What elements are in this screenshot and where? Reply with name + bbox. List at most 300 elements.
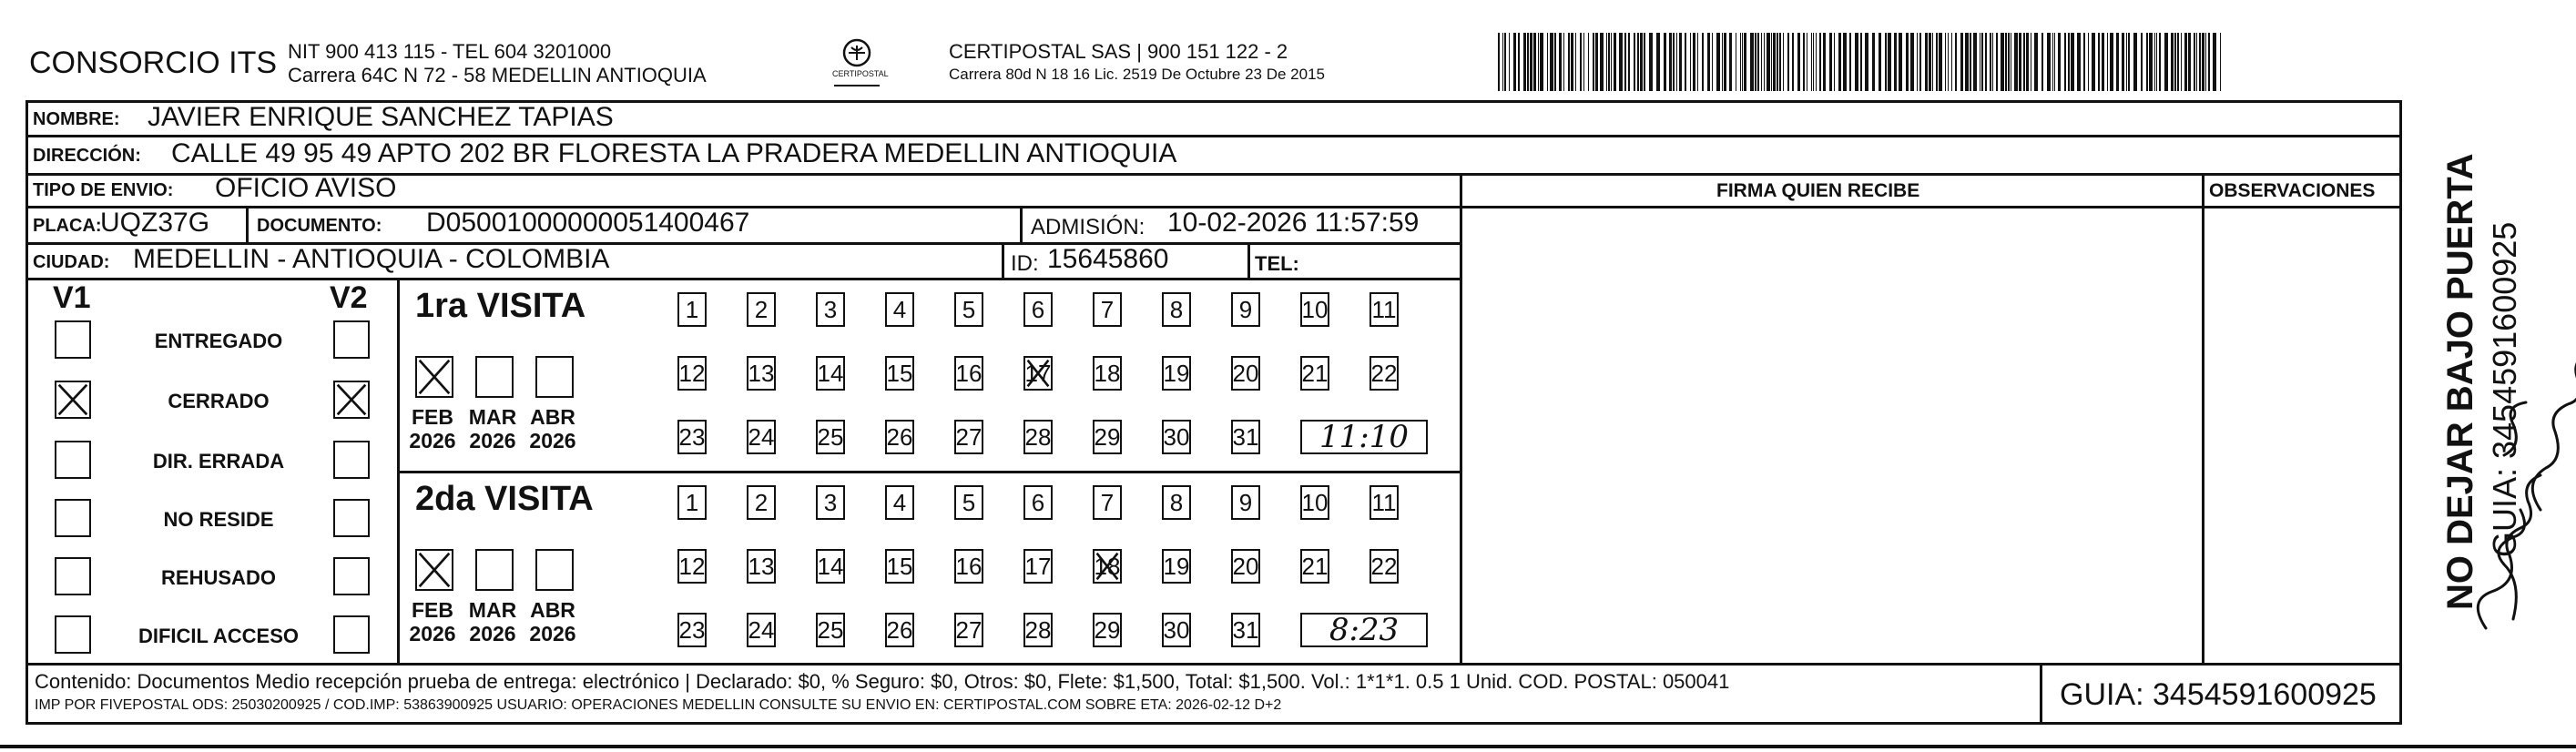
day-number: 3	[823, 295, 838, 323]
barcode-bar	[1600, 33, 1604, 91]
barcode-bar	[1634, 33, 1635, 91]
day-box[interactable]	[954, 485, 983, 520]
month-checkbox[interactable]	[415, 549, 453, 591]
admision-value: 10-02-2026 11:57:59	[1167, 208, 1420, 238]
day-box[interactable]	[885, 549, 914, 584]
barcode-bar	[2159, 33, 2161, 91]
day-number: 8	[1169, 488, 1184, 516]
v1-checkbox[interactable]	[55, 557, 91, 595]
day-number: 1	[685, 295, 699, 323]
day-number: 21	[1301, 552, 1329, 580]
barcode-bar	[1649, 33, 1653, 91]
day-box[interactable]	[954, 549, 983, 584]
barcode-bar	[1981, 33, 1983, 91]
barcode-bar	[1764, 33, 1765, 91]
barcode-bar	[1811, 33, 1812, 91]
barcode-bar	[1860, 33, 1862, 91]
company-name: CONSORCIO ITS	[29, 46, 278, 80]
barcode-bar	[1843, 33, 1847, 91]
day-number: 12	[678, 552, 706, 580]
day-number: 13	[748, 552, 775, 580]
day-number: 11	[1371, 295, 1397, 323]
barcode-bar	[1530, 33, 1532, 91]
footer-line1: Contenido: Documentos Medio recepción prueba de entrega: electrónico | Declarado: $0, % Seguro: $0, Otros: $0, Flete: $1,500, Total: $1,500. Vol.: 1*1*1. 0.5 1 Unid. COD. POSTAL: 050041	[35, 670, 1730, 693]
barcode-bar	[2068, 33, 2070, 91]
barcode-bar	[2041, 33, 2043, 91]
barcode-bar	[1527, 33, 1529, 91]
v2-checkbox[interactable]	[333, 499, 370, 537]
day-box[interactable]	[1300, 549, 1329, 584]
barcode-bar	[1750, 33, 1754, 91]
barcode-bar	[1951, 33, 1952, 91]
divider	[25, 135, 2402, 137]
barcode-bar	[1606, 33, 1607, 91]
day-box[interactable]	[1369, 292, 1399, 327]
day-number: 2	[754, 295, 769, 323]
day-box[interactable]	[1369, 485, 1399, 520]
visit-title: 1ra VISITA	[415, 287, 586, 325]
v1-checkbox[interactable]	[55, 499, 91, 537]
firma-label: FIRMA QUIEN RECIBE	[1716, 180, 1920, 201]
x-mark	[56, 382, 89, 417]
barcode-bar	[1865, 33, 1868, 91]
month-year: 2026	[469, 429, 516, 452]
barcode-bar	[1872, 33, 1875, 91]
day-number: 21	[1301, 359, 1329, 387]
barcode-bar	[1664, 33, 1666, 91]
day-box[interactable]	[1231, 613, 1260, 647]
barcode-bar	[1593, 33, 1594, 91]
barcode-bar	[1619, 33, 1623, 91]
certipostal-logo	[825, 33, 889, 93]
barcode-bar	[1855, 33, 1858, 91]
day-number: 22	[1370, 359, 1398, 387]
barcode-bar	[2107, 33, 2108, 91]
barcode-bar	[1885, 33, 1887, 91]
time-box[interactable]	[1300, 613, 1428, 647]
day-number: 5	[962, 295, 976, 323]
barcode-bar	[1925, 33, 1928, 91]
day-number: 23	[678, 615, 706, 644]
day-box[interactable]	[954, 356, 983, 391]
certipostal-line2: Carrera 80d N 18 16 Lic. 2519 De Octubre 23 De 2015	[949, 66, 1325, 83]
barcode-bar	[1707, 33, 1710, 91]
day-number: 2	[754, 488, 769, 516]
barcode-bar	[2164, 33, 2168, 91]
barcode-bar	[1729, 33, 1732, 91]
day-number: 25	[817, 615, 844, 644]
barcode-bar	[1990, 33, 1991, 91]
barcode-bar	[1761, 33, 1762, 91]
day-box[interactable]	[677, 420, 707, 454]
barcode-bar	[1742, 33, 1743, 91]
day-box[interactable]	[816, 613, 845, 647]
day-box[interactable]	[816, 549, 845, 584]
status-label: ENTREGADO	[154, 330, 283, 352]
barcode-bar	[1919, 33, 1921, 91]
barcode-bar	[1533, 33, 1536, 91]
day-number: 19	[1163, 359, 1190, 387]
day-box[interactable]	[1093, 420, 1122, 454]
certipostal-line1: CERTIPOSTAL SAS | 900 151 122 - 2	[949, 40, 1288, 63]
day-number: 15	[886, 552, 913, 580]
barcode-bar	[1628, 33, 1630, 91]
x-mark	[1095, 551, 1120, 582]
day-box[interactable]	[747, 485, 776, 520]
day-number: 20	[1232, 552, 1259, 580]
barcode-bar	[2008, 33, 2010, 91]
barcode-bar	[1823, 33, 1826, 91]
divider	[1460, 173, 1462, 663]
month-year: 2026	[529, 622, 576, 645]
barcode-bar	[1693, 33, 1695, 91]
day-number: 27	[955, 422, 983, 451]
barcode-bar	[1624, 33, 1626, 91]
v2-checkbox[interactable]	[333, 441, 370, 479]
barcode-bar	[1849, 33, 1851, 91]
barcode-bar	[1996, 33, 1998, 91]
day-number: 16	[955, 359, 983, 387]
day-number: 29	[1094, 615, 1121, 644]
x-mark	[417, 358, 452, 396]
barcode-bar	[2102, 33, 2104, 91]
barcode-bar	[2054, 33, 2055, 91]
day-box[interactable]	[1231, 420, 1260, 454]
day-number: 12	[678, 359, 706, 387]
day-box[interactable]	[1162, 292, 1191, 327]
footer-line2: IMP POR FIVEPOSTAL ODS: 25030200925 / COD.IMP: 53863900925 USUARIO: OPERACIONES MEDELLIN CONSULTE SU ENVIO EN: CERTIPOSTAL.COM SOBRE ETA: 2026-02-12 D+2	[35, 697, 1282, 713]
day-box[interactable]	[816, 292, 845, 327]
barcode-bar	[2171, 33, 2174, 91]
day-box[interactable]	[954, 613, 983, 647]
barcode-bar	[1502, 33, 1503, 91]
day-box[interactable]	[1369, 549, 1399, 584]
day-box[interactable]	[885, 613, 914, 647]
side-guia: GUIA: 3454591600925	[2486, 221, 2523, 557]
day-box[interactable]	[747, 356, 776, 391]
divider	[25, 663, 2402, 666]
day-number: 28	[1024, 422, 1052, 451]
status-label: REHUSADO	[161, 566, 276, 589]
month-checkbox[interactable]	[475, 549, 514, 591]
barcode-bar	[1716, 33, 1720, 91]
day-box[interactable]	[954, 420, 983, 454]
day-box[interactable]	[816, 420, 845, 454]
barcode-bar	[1879, 33, 1881, 91]
admision-label: ADMISIÓN:	[1031, 215, 1145, 239]
day-box[interactable]	[677, 485, 707, 520]
barcode-bar	[1917, 33, 1918, 91]
day-number: 6	[1031, 295, 1045, 323]
barcode-bar	[1611, 33, 1612, 91]
barcode-bar	[1819, 33, 1821, 91]
day-box[interactable]	[1093, 485, 1122, 520]
barcode-bar	[1509, 33, 1510, 91]
barcode-bar	[1504, 33, 1506, 91]
direccion-label: DIRECCIÓN:	[33, 146, 141, 166]
day-box[interactable]	[1300, 292, 1329, 327]
day-number: 24	[748, 422, 775, 451]
ciudad-label: CIUDAD:	[33, 252, 110, 272]
v1-label: V1	[53, 280, 91, 315]
day-box[interactable]	[1023, 292, 1053, 327]
barcode-bar	[1702, 33, 1704, 91]
month-name: ABR	[530, 598, 575, 622]
barcode-bar	[2052, 33, 2053, 91]
day-box[interactable]	[885, 485, 914, 520]
barcode-bar	[2149, 33, 2153, 91]
day-box[interactable]	[1093, 292, 1122, 327]
day-box[interactable]	[677, 292, 707, 327]
day-box[interactable]	[1300, 485, 1329, 520]
day-box[interactable]	[1162, 485, 1191, 520]
barcode-bar	[1955, 33, 1957, 91]
day-box[interactable]	[1231, 292, 1260, 327]
day-box[interactable]	[1093, 613, 1122, 647]
day-box[interactable]	[954, 292, 983, 327]
barcode-bar	[2199, 33, 2201, 91]
barcode-bar	[1656, 33, 1660, 91]
barcode-bar	[1595, 33, 1598, 91]
v2-checkbox[interactable]	[333, 557, 370, 595]
day-number: 14	[817, 552, 844, 580]
month-name: ABR	[530, 405, 575, 429]
barcode-bar	[1771, 33, 1772, 91]
barcode-bar	[1829, 33, 1832, 91]
barcode-bar	[1644, 33, 1645, 91]
day-box[interactable]	[1023, 549, 1053, 584]
day-box[interactable]	[747, 292, 776, 327]
day-box[interactable]	[1093, 356, 1122, 391]
barcode-bar	[2181, 33, 2182, 91]
divider	[2202, 173, 2204, 663]
barcode-bar	[1787, 33, 1789, 91]
barcode-bar	[2071, 33, 2074, 91]
day-number: 24	[748, 615, 775, 644]
tear-line	[0, 745, 2576, 748]
barcode-bar	[1513, 33, 1516, 91]
barcode-bar	[1679, 33, 1682, 91]
barcode-bar	[2088, 33, 2089, 91]
observaciones-label: OBSERVACIONES	[2209, 180, 2376, 201]
direccion-value: CALLE 49 95 49 APTO 202 BR FLORESTA LA PRADERA MEDELLIN ANTIOQUIA	[171, 138, 1177, 168]
day-number: 7	[1100, 488, 1115, 516]
v2-checkbox[interactable]	[333, 320, 370, 359]
day-box[interactable]	[885, 292, 914, 327]
time-written: 8:23	[1329, 612, 1400, 648]
day-box[interactable]	[816, 485, 845, 520]
barcode-bar	[1614, 33, 1616, 91]
barcode-bar	[2005, 33, 2007, 91]
barcode-bar	[1755, 33, 1756, 91]
barcode-bar	[2116, 33, 2119, 91]
tel-label: TEL:	[1255, 252, 1299, 275]
barcode-bar	[2196, 33, 2197, 91]
barcode-bar	[2026, 33, 2029, 91]
day-box[interactable]	[816, 356, 845, 391]
day-box[interactable]	[677, 549, 707, 584]
day-box[interactable]	[1023, 485, 1053, 520]
day-box[interactable]	[1023, 420, 1053, 454]
barcode-bar	[2001, 33, 2004, 91]
barcode-bar	[1777, 33, 1778, 91]
day-number: 19	[1163, 552, 1190, 580]
barcode-bar	[1676, 33, 1677, 91]
day-box[interactable]	[1093, 549, 1122, 584]
day-number: 30	[1163, 422, 1190, 451]
barcode-bar	[1932, 33, 1933, 91]
barcode-bar	[1722, 33, 1723, 91]
barcode-bar	[1834, 33, 1835, 91]
barcode-bar	[1888, 33, 1891, 91]
day-number: 9	[1238, 295, 1253, 323]
barcode-bar	[1498, 33, 1500, 91]
barcode	[1498, 33, 2226, 91]
day-number: 16	[955, 552, 983, 580]
day-box[interactable]	[747, 549, 776, 584]
barcode-bar	[1992, 33, 1993, 91]
no-dejar-bajo-puerta: NO DEJAR BAJO PUERTA	[2440, 153, 2480, 610]
barcode-bar	[2194, 33, 2195, 91]
month-checkbox[interactable]	[475, 356, 514, 398]
day-number: 31	[1232, 615, 1259, 644]
divider	[2040, 663, 2042, 725]
tipo-label: TIPO DE ENVIO:	[33, 180, 174, 200]
day-box[interactable]	[885, 420, 914, 454]
day-box[interactable]	[1231, 356, 1260, 391]
barcode-bar	[2083, 33, 2085, 91]
month-name: FEB	[412, 405, 453, 429]
barcode-bar	[2128, 33, 2130, 91]
month-name: MAR	[468, 598, 517, 622]
nit-line: NIT 900 413 115 - TEL 604 3201000	[288, 40, 612, 63]
barcode-bar	[1965, 33, 1969, 91]
month-checkbox[interactable]	[535, 549, 574, 591]
barcode-bar	[1563, 33, 1564, 91]
barcode-bar	[2213, 33, 2216, 91]
day-number: 17	[1024, 552, 1052, 580]
barcode-bar	[1773, 33, 1776, 91]
day-box[interactable]	[1162, 549, 1191, 584]
id-label: ID:	[1011, 251, 1039, 276]
barcode-bar	[1540, 33, 1543, 91]
barcode-bar	[1740, 33, 1741, 91]
nombre-value: JAVIER ENRIQUE SANCHEZ TAPIAS	[148, 102, 614, 132]
day-box[interactable]	[677, 613, 707, 647]
day-number: 25	[817, 422, 844, 451]
day-number: 7	[1100, 295, 1115, 323]
barcode-bar	[1792, 33, 1794, 91]
day-number: 15	[886, 359, 913, 387]
barcode-bar	[1936, 33, 1938, 91]
month-name: MAR	[468, 405, 517, 429]
status-label: DIR. ERRADA	[152, 450, 285, 473]
barcode-bar	[1945, 33, 1946, 91]
month-year: 2026	[469, 622, 516, 645]
day-box[interactable]	[1023, 356, 1053, 391]
barcode-bar	[1608, 33, 1610, 91]
day-box[interactable]	[677, 356, 707, 391]
barcode-bar	[1673, 33, 1675, 91]
day-box[interactable]	[1162, 613, 1191, 647]
day-number: 26	[886, 422, 913, 451]
barcode-bar	[1547, 33, 1548, 91]
day-box[interactable]	[747, 420, 776, 454]
divider	[1020, 206, 1023, 242]
v1-checkbox[interactable]	[55, 615, 91, 654]
day-number: 5	[962, 488, 976, 516]
barcode-bar	[2064, 33, 2066, 91]
day-number: 31	[1232, 422, 1259, 451]
barcode-bar	[2156, 33, 2157, 91]
barcode-bar	[1960, 33, 1963, 91]
day-box[interactable]	[1300, 356, 1329, 391]
barcode-bar	[2154, 33, 2155, 91]
day-box[interactable]	[1162, 420, 1191, 454]
barcode-bar	[1929, 33, 1931, 91]
day-box[interactable]	[1231, 549, 1260, 584]
day-number: 30	[1163, 615, 1190, 644]
barcode-bar	[1783, 33, 1784, 91]
day-number: 18	[1094, 359, 1121, 387]
day-box[interactable]	[1023, 613, 1053, 647]
barcode-bar	[1767, 33, 1770, 91]
barcode-bar	[2188, 33, 2191, 91]
day-box[interactable]	[885, 356, 914, 391]
v2-checkbox[interactable]	[333, 381, 370, 419]
ciudad-value: MEDELLIN - ANTIOQUIA - COLOMBIA	[133, 244, 610, 274]
day-box[interactable]	[747, 613, 776, 647]
barcode-bar	[1724, 33, 1726, 91]
v1-checkbox[interactable]	[55, 381, 91, 419]
month-year: 2026	[409, 622, 456, 645]
divider	[25, 278, 1460, 280]
day-number: 26	[886, 615, 913, 644]
barcode-bar	[2014, 33, 2018, 91]
divider	[246, 206, 249, 242]
time-box[interactable]	[1300, 420, 1428, 454]
month-checkbox[interactable]	[415, 356, 453, 398]
v1-checkbox[interactable]	[55, 320, 91, 359]
barcode-bar	[2133, 33, 2137, 91]
day-box[interactable]	[1231, 485, 1260, 520]
x-mark	[417, 551, 452, 589]
barcode-bar	[2122, 33, 2124, 91]
month-checkbox[interactable]	[535, 356, 574, 398]
barcode-bar	[2146, 33, 2148, 91]
day-box[interactable]	[1369, 356, 1399, 391]
day-number: 23	[678, 422, 706, 451]
barcode-bar	[1803, 33, 1805, 91]
divider	[1247, 242, 1250, 279]
divider	[397, 471, 1460, 473]
barcode-bar	[1640, 33, 1643, 91]
placa-value: UQZ37G	[100, 208, 210, 238]
day-number: 3	[823, 488, 838, 516]
day-box[interactable]	[1162, 356, 1191, 391]
day-number: 13	[748, 359, 775, 387]
v1-checkbox[interactable]	[55, 441, 91, 479]
barcode-bar	[1559, 33, 1562, 91]
day-number: 29	[1094, 422, 1121, 451]
barcode-bar	[1588, 33, 1589, 91]
barcode-bar	[1985, 33, 1987, 91]
barcode-bar	[2058, 33, 2061, 91]
v2-checkbox[interactable]	[333, 615, 370, 654]
barcode-bar	[2092, 33, 2095, 91]
barcode-bar	[2141, 33, 2143, 91]
month-year: 2026	[409, 429, 456, 452]
